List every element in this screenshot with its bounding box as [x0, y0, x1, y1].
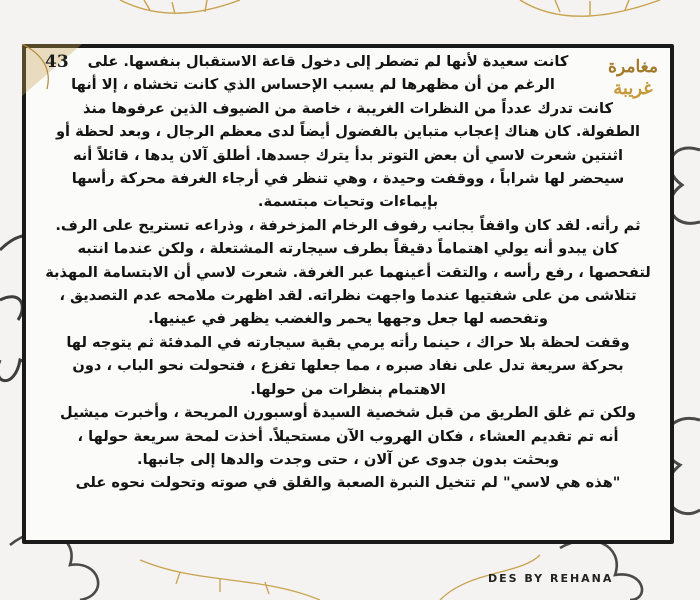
story-line: كانت سعيدة لأنها لم تضطر إلى دخول قاعة الاستقبال بنفسها. على	[87, 53, 569, 70]
story-line: الرغم من أن مظهرها لم يسبب الإحساس الذي كانت تخشاه ، إلا أنها	[71, 76, 555, 94]
gold-branch-bottom-icon	[140, 555, 540, 600]
story-line: الاهتمام بنظرات من حولها.	[250, 380, 446, 398]
story-line: ثم رأته. لقد كان واقفاً بجانب رفوف الرخام المزخرفة ، وذراعه تستريح على الرف.	[55, 216, 641, 234]
designer-credit: DES BY REHANA	[488, 572, 614, 585]
page-number: 43	[45, 52, 69, 72]
story-line: اثنتين شعرت لاسي أن بعض التوتر بدأ يترك جسدها. أطلق آلان يدها ، قائلاً أنه	[72, 146, 624, 164]
story-line: بإيماءات وتحيات مبتسمة.	[257, 193, 439, 211]
story-line: "هذه هي لاسي" لم تتخيل النبرة الصعبة والقلق في صوته وتحولت نحوه على	[75, 474, 621, 492]
story-line: كان يبدو أنه يولي اهتماماً دقيقاً بطرف سيجارته المشتعلة ، ولكن عندما انتبه	[77, 240, 619, 258]
title-line-1: مغامرة	[608, 57, 658, 77]
story-line: سيحضر لها شراباً ، ووقفت وحيدة ، وهي تنظر في أرجاء الغرفة محركة رأسها	[71, 170, 625, 188]
story-line: كانت تدرك عدداً من النظرات الغريبة ، خاصة من الضيوف الذين عرفوها منذ	[83, 99, 613, 117]
gold-branch-top-icon	[120, 0, 660, 16]
story-line: وقفت لحظة بلا حراك ، حينما رأته يرمي بقية سيجارته في المدفئة ثم يتوجه لها	[66, 333, 630, 351]
title-line-2: غريبة	[613, 78, 653, 99]
story-line: لتفحصها ، رفع رأسه ، والتقت أعينهما عبر الغرفة. شعرت لاسي أن الابتسامة المهذبة	[45, 263, 651, 281]
story-line: ولكن تم غلق الطريق من قبل شخصية السيدة أوسبورن المريحة ، وأخبرت ميشيل	[60, 404, 636, 422]
story-line: وبحثت بدون جدوى عن آلان ، حتى وجدت والدها إلى جانبها.	[137, 450, 559, 468]
story-line: أنه تم تقديم العشاء ، فكان الهروب الآن مستحيلاً. أخذت لمحة سريعة حولها ،	[77, 427, 619, 445]
story-line: وتفحصه لها جعل وجهها يحمر والغضب يظهر في عينيها.	[148, 310, 548, 328]
story-line: بحركة سريعة تدل على نفاد صبره ، مما جعلها تفزع ، فتحولت نحو الباب ، دون	[72, 357, 624, 375]
story-line: تتلاشى من على شفتيها عندما واجهت نظراته. لقد اظهرت ملامحه عدم التصديق ،	[59, 287, 637, 305]
story-text	[30, 50, 666, 540]
story-line: الطفولة. كان هناك إعجاب متباين بالفضول أيضاً لدى معظم الرجال ، وبعد لحظة أو	[55, 123, 641, 141]
